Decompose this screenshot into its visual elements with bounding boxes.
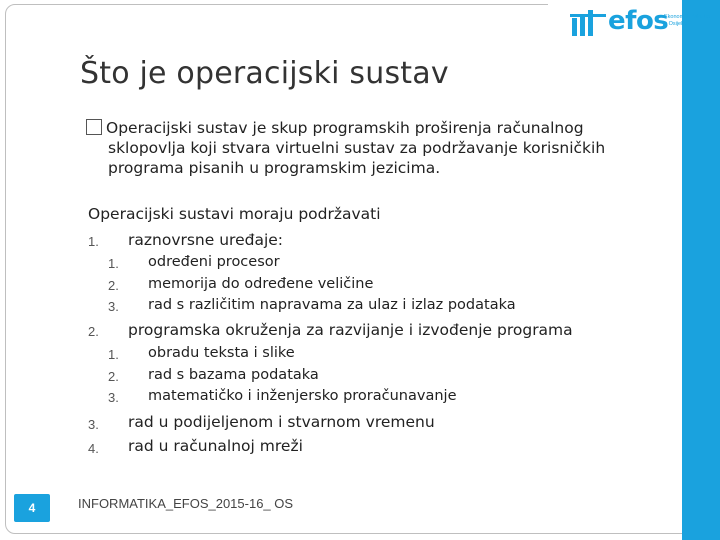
list-number: 3.	[88, 417, 99, 432]
list-number: 4.	[88, 441, 99, 456]
intro-line: programa pisanih u programskim jezicima.	[108, 159, 441, 177]
logo-tab	[682, 0, 720, 86]
sub-list-item: memorija do određene veličine	[148, 276, 374, 292]
sub-list-item: matematičko i inženjersko proračunavanje	[148, 388, 457, 404]
sub-list-number: 2.	[108, 369, 119, 384]
logo-wordmark: efos	[608, 6, 669, 36]
logo-sub-line: Ekonomski fakultet	[664, 14, 711, 20]
sub-list-item: određeni procesor	[148, 254, 280, 270]
list-item: rad u računalnoj mreži	[128, 437, 303, 455]
list-item: raznovrsne uređaje:	[128, 231, 284, 249]
intro-line: sklopovlja koji stvara virtuelni sustav za podržavanje korisničkih	[108, 139, 606, 157]
page-number-badge: 4	[14, 494, 50, 522]
list-item: programska okruženja za razvijanje i izvođenje programa	[128, 321, 573, 339]
intro-line: Operacijski sustav je skup programskih proširenja računalnog	[106, 119, 584, 137]
sub-list-number: 3.	[108, 299, 119, 314]
checkbox-bullet-icon	[86, 119, 102, 135]
list-number: 2.	[88, 324, 99, 339]
sub-list-item: rad s bazama podataka	[148, 367, 319, 383]
logo-bars-icon	[570, 8, 610, 38]
sub-list-number: 1.	[108, 256, 119, 271]
sub-list-number: 2.	[108, 278, 119, 293]
sub-list-number: 1.	[108, 347, 119, 362]
logo-sub-line: u Osijeku	[664, 21, 687, 27]
logo	[548, 0, 720, 86]
sub-list-item: rad s različitim napravama za ulaz i izlaz podataka	[148, 297, 516, 313]
logo-subtitle	[664, 14, 720, 28]
sub-list-number: 3.	[108, 390, 119, 405]
list-number: 1.	[88, 234, 99, 249]
list-heading: Operacijski sustavi moraju podržavati	[88, 205, 381, 223]
footer-text: INFORMATIKA_EFOS_2015-16_ OS	[78, 496, 294, 511]
list-item: rad u podijeljenom i stvarnom vremenu	[128, 413, 435, 431]
slide-title: Što je operacijski sustav	[80, 56, 449, 91]
sub-list-item: obradu teksta i slike	[148, 345, 295, 361]
intro-paragraph	[88, 118, 648, 178]
